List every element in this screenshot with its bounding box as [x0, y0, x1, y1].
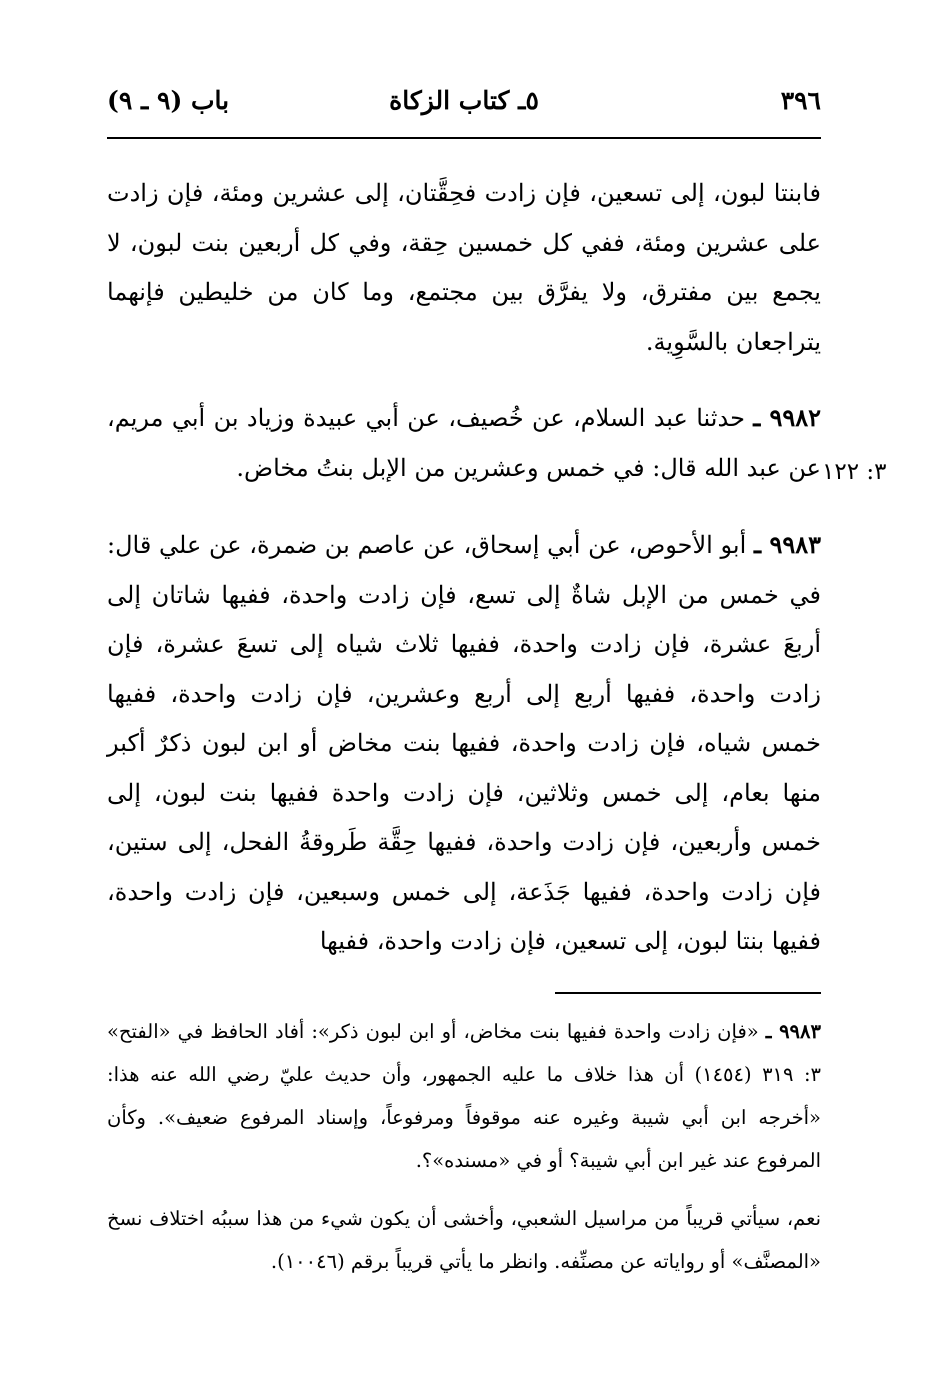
running-header: [107, 86, 821, 130]
footnote-number: ٩٩٨٣ ـ: [765, 1020, 821, 1043]
book-title: ٥ـ كتاب الزكاة: [389, 86, 539, 115]
footnote-9983: [107, 1010, 821, 1182]
hadith-text: حدثنا عبد السلام، عن خُصيف، عن أبي عبيدة وزياد بن أبي مريم، عن عبد الله قال: في خمس وعشرين من الإبل بنتُ مخاض.: [107, 404, 821, 482]
hadith-number: ٩٩٨٣ ـ: [753, 530, 821, 559]
paragraph-text: فابنتا لبون، إلى تسعين، فإن زادت فحِقَّتان، إلى عشرين ومئة، فإن زادت على عشرين ومئة، ففي كل خمسين حِقة، وفي كل أربعين بنت لبون، لا يجمع بين مفترق، ولا يفرَّق بين مجتمع، وما كان من خليطين فإنهما يتراجعان بالسَّوِية.: [107, 179, 821, 356]
hadith-number: ٩٩٨٢ ـ: [753, 403, 821, 432]
header-rule: [107, 137, 821, 139]
margin-reference: ٣: ١٢٢: [822, 459, 887, 485]
chapter-label: باب (٩ ـ ٩): [107, 86, 230, 115]
footnote-text: نعم، سيأتي قريباً من مراسيل الشعبي، وأخشى أن يكون شيء من هذا سببُه اختلاف نسخ «المصنَّف» أو رواياته عن مصنِّفه. وانظر ما يأتي قريباً برقم (١٠٠٤٦).: [107, 1207, 821, 1273]
hadith-text: أبو الأحوص، عن أبي إسحاق، عن عاصم بن ضمرة، عن علي قال: في خمس من الإبل شاةٌ إلى تسع، فإن زادت واحدة، ففيها شاتان إلى أربعَ عشرة، فإن زادت واحدة، ففيها ثلاث شياه إلى تسعَ عشرة، فإن زادت واحدة، ففيها أربع إلى أربع وعشرين، فإن زادت واحدة، ففيها خمس شياه، فإن زادت واحدة، ففيها بنت مخاض أو ابن لبون ذكرٌ أكبر منها بعام، إلى خمس وثلاثين، فإن زادت واحدة ففيها بنت لبون، إلى خمس وأربعين، فإن زادت واحدة، ففيها حِقَّة طَروقةُ الفحل، إلى ستين، فإن زادت واحدة، ففيها جَذَعة، إلى خمس وسبعين، فإن زادت واحدة، ففيها بنتا لبون، إلى تسعين، فإن زادت واحدة، ففيها: [107, 531, 821, 955]
hadith-9983: [107, 520, 821, 967]
footnote-separator: [555, 992, 821, 994]
paragraph-continuation: [107, 169, 821, 367]
hadith-9982: [107, 393, 821, 493]
footnote-continuation: [107, 1197, 821, 1283]
page-number: ٣٩٦: [780, 86, 821, 115]
footnote-text: «فإن زادت واحدة ففيها بنت مخاض، أو ابن لبون ذكر»: أفاد الحافظ في «الفتح» ٣: ٣١٩ (١٤٥٤) أن هذا خلاف ما عليه الجمهور، وأن حديث عليّ رضي الله عنه هذا: «أخرجه ابن أبي شيبة وغيره عنه موقوفاً ومرفوعاً، وإسناد المرفوع ضعيف». وكأن المرفوع عند غير ابن أبي شيبة؟ أو في «مسنده»؟.: [107, 1020, 821, 1172]
